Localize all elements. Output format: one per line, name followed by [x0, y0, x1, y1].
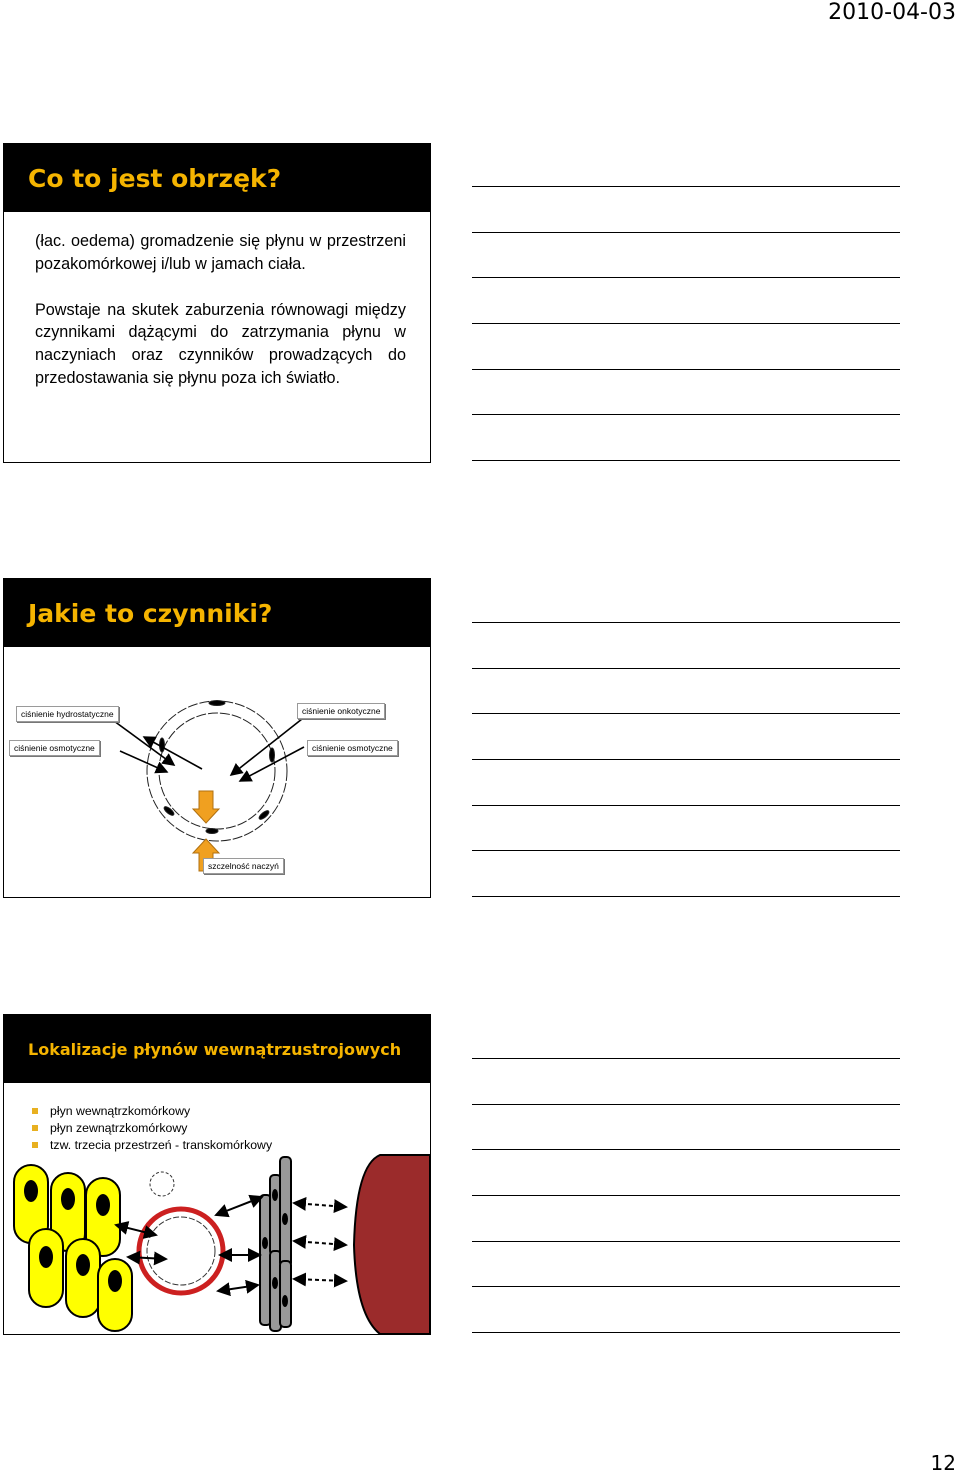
slide-body — [4, 212, 430, 390]
note-line[interactable] — [472, 232, 900, 233]
oncotic-pressure-label: ciśnienie onkotyczne — [297, 703, 385, 719]
note-line[interactable] — [472, 1058, 900, 1059]
slide-title: Co to jest obrzęk? — [4, 144, 430, 212]
slide-fluid-locations — [3, 1014, 431, 1335]
capillary-diagram — [4, 579, 430, 897]
note-line[interactable] — [472, 460, 900, 461]
note-line[interactable] — [472, 186, 900, 187]
note-line[interactable] — [472, 369, 900, 370]
note-line[interactable] — [472, 1286, 900, 1287]
note-line[interactable] — [472, 1241, 900, 1242]
note-line[interactable] — [472, 759, 900, 760]
blood-vessel — [139, 1172, 223, 1293]
hydrostatic-pressure-label: ciśnienie hydrostatyczne — [16, 706, 119, 722]
slide-title: Lokalizacje płynów wewnątrzustrojowych — [4, 1015, 430, 1083]
body-cavity — [354, 1155, 430, 1334]
vessel-permeability-label: szczelność naczyń — [203, 858, 284, 874]
list-item: płyn zewnątrzkomórkowy — [32, 1120, 272, 1137]
definition-paragraph: (łac. oedema) gromadzenie się płynu w przestrzeni pozakomórkowej i/lub w jamach ciała. — [35, 232, 406, 273]
capillary-vessel — [147, 701, 287, 842]
note-line[interactable] — [472, 414, 900, 415]
factor-arrows — [114, 719, 304, 781]
transcellular-arrows — [294, 1203, 346, 1281]
fluid-compartments-diagram — [4, 1015, 430, 1334]
list-item: tzw. trzecia przestrzeń - transkomórkowy — [32, 1137, 272, 1154]
slide-factors — [3, 578, 431, 898]
note-line[interactable] — [472, 1104, 900, 1105]
osmotic-pressure-right-label: ciśnienie osmotyczne — [307, 740, 398, 756]
note-line[interactable] — [472, 713, 900, 714]
note-line[interactable] — [472, 622, 900, 623]
note-line[interactable] — [472, 805, 900, 806]
note-line[interactable] — [472, 277, 900, 278]
note-line[interactable] — [472, 1149, 900, 1150]
note-line[interactable] — [472, 850, 900, 851]
page-number: 12 — [930, 1451, 956, 1475]
osmotic-pressure-left-label: ciśnienie osmotyczne — [9, 740, 100, 756]
note-line[interactable] — [472, 668, 900, 669]
note-line[interactable] — [472, 323, 900, 324]
list-item: płyn wewnątrzkomórkowy — [32, 1103, 272, 1120]
note-line[interactable] — [472, 1332, 900, 1333]
cause-paragraph: Powstaje na skutek zaburzenia równowagi między czynnikami dążącymi do zatrzymania płynu w naczyniach oraz czynników prowadzących do przedostawania się płynu poza ich światło. — [35, 300, 406, 387]
slide-title: Jakie to czynniki? — [4, 579, 430, 647]
note-line[interactable] — [472, 896, 900, 897]
document-date: 2010-04-03 — [828, 0, 956, 25]
note-line[interactable] — [472, 1195, 900, 1196]
slide-definition — [3, 143, 431, 463]
